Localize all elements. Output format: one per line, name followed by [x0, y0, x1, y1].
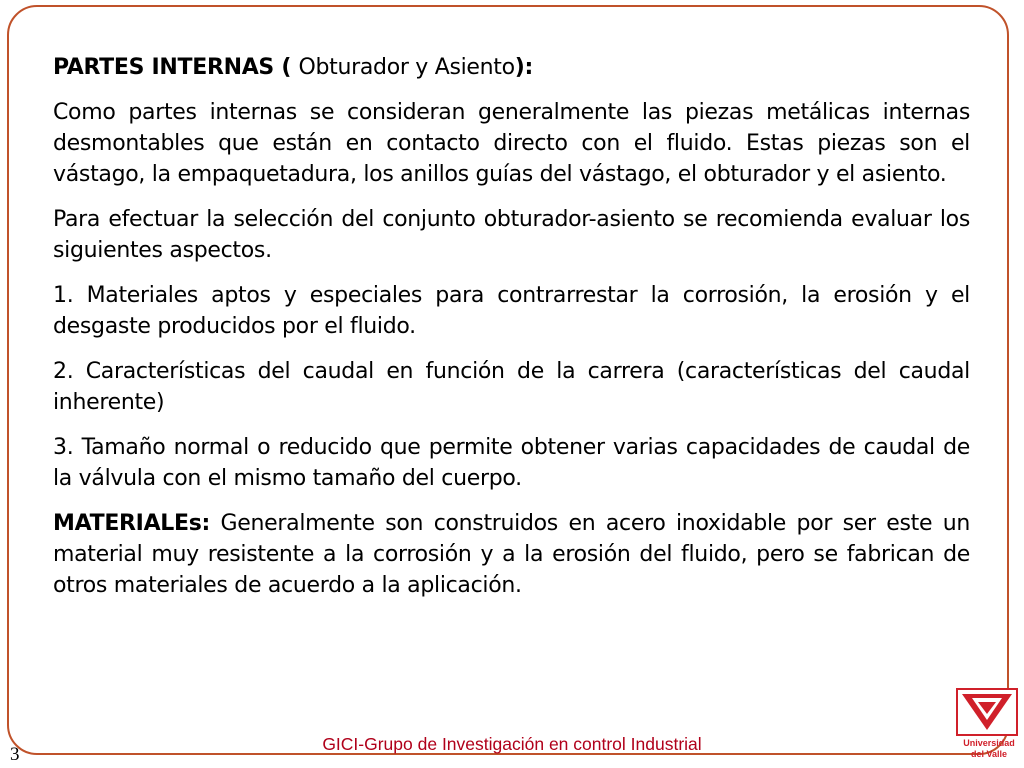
- university-logo: [956, 688, 1022, 766]
- logo-emblem-icon: [958, 690, 1016, 734]
- logo-line-1: Universidad: [963, 738, 1015, 748]
- logo-line-2: del Valle: [970, 749, 1008, 759]
- selection-paragraph: Para efectuar la selección del conjunto obturador-asiento se recomienda evaluar los siguientes aspectos.: [53, 207, 970, 263]
- university-logo-icon: [956, 688, 1018, 736]
- university-logo-text: [956, 738, 1022, 760]
- heading-close: ):: [514, 55, 534, 80]
- footer-text: GICI-Grupo de Investigación en control Industrial: [322, 734, 702, 754]
- aspect-item-1: 1. Materiales aptos y especiales para contrarrestar la corrosión, la erosión y el desgaste producidos por el fluido.: [53, 283, 970, 339]
- materials-paragraph: [53, 508, 970, 601]
- slide-number: 3: [10, 744, 20, 765]
- materials-label: MATERIALEs:: [53, 511, 211, 536]
- intro-paragraph: Como partes internas se consideran generalmente las piezas metálicas internas desmontables que están en contacto directo con el fluido. Estas piezas son el vástago, la empaquetadura, los anillos guías del vástago, el obturador y el asiento.: [53, 100, 970, 187]
- materials-text: Generalmente son construidos en acero inoxidable por ser este un material muy resistente a la corrosión y a la erosión del fluido, pero se fabrican de otros materiales de acuerdo a la aplicación.: [53, 511, 970, 598]
- heading-title: PARTES INTERNAS (: [53, 55, 299, 80]
- section-heading: [53, 52, 970, 83]
- aspect-item-2: 2. Características del caudal en función de la carrera (características del caudal inherente): [53, 359, 970, 415]
- slide-content: [53, 52, 970, 615]
- aspect-item-3: 3. Tamaño normal o reducido que permite obtener varias capacidades de caudal de la válvula con el mismo tamaño del cuerpo.: [53, 435, 970, 491]
- heading-subtitle: Obturador y Asiento: [298, 55, 515, 80]
